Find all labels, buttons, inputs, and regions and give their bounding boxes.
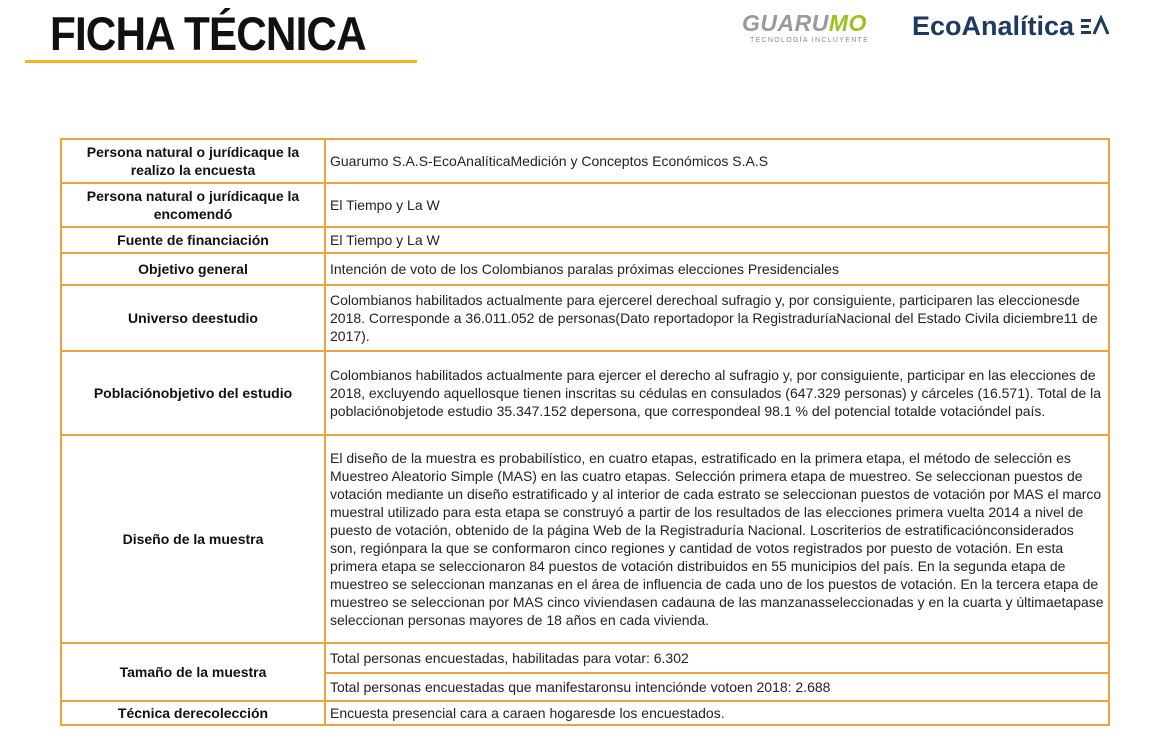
- table-row: [61, 701, 1109, 725]
- row-value: Intención de voto de los Colombianos paralas próximas elecciones Presidenciales: [325, 253, 1109, 285]
- guarumo-logo-word: GUARUMO: [742, 10, 867, 36]
- row-label: Técnica derecolección: [61, 701, 325, 725]
- row-label: Objetivo general: [61, 253, 325, 285]
- ecoanalitica-logo: [912, 8, 1110, 44]
- row-value: Colombianos habilitados actualmente para ejercer el derecho al sufragio y, por consiguiente, participar en las elecciones de 2018, excluyendo aquellosque tienen inscritas su cédulas en consulados (647.329 personas) y cárceles (16.571). Total de la poblaciónobjetode estudio 35.347.152 depersona, que correspondeal 98.1 % del potencial totalde votacióndel país.: [325, 351, 1109, 435]
- row-label: Persona natural o jurídicaque la realizo la encuesta: [61, 139, 325, 183]
- title-underline: [25, 60, 417, 63]
- table-row: [61, 253, 1109, 285]
- ecoanalitica-mark-icon: [1080, 15, 1110, 37]
- row-value: Total personas encuestadas, habilitadas para votar: 6.302: [325, 643, 1109, 673]
- ecoanalitica-logo-word: EcoAnalítica: [912, 10, 1075, 41]
- table-row: [61, 285, 1109, 351]
- table-row: [61, 183, 1109, 227]
- row-label: Persona natural o jurídicaque la encomendó: [61, 183, 325, 227]
- row-value: El Tiempo y La W: [325, 183, 1109, 227]
- table-row: [61, 351, 1109, 435]
- row-label: Universo deestudio: [61, 285, 325, 351]
- page-title: FICHA TÉCNICA: [50, 7, 366, 60]
- row-value: Encuesta presencial cara a caraen hogaresde los encuestados.: [325, 701, 1109, 725]
- row-value: Colombianos habilitados actualmente para ejercerel derechoal sufragio y, por consiguiente, participaren las eleccionesde 2018. Corresponde a 36.011.052 de personas(Dato reportadopor la RegistraduríaNacional del Estado Civila diciembre11 de 2017).: [325, 285, 1109, 351]
- guarumo-logo: [742, 10, 890, 46]
- row-value: El Tiempo y La W: [325, 227, 1109, 253]
- technical-sheet-table: [60, 138, 1110, 726]
- table-row: [61, 139, 1109, 183]
- row-value: Total personas encuestadas que manifestaronsu intencióndе votoen 2018: 2.688: [325, 673, 1109, 701]
- row-value: Guarumo S.A.S-EcoAnalíticaMedición y Conceptos Económicos S.A.S: [325, 139, 1109, 183]
- table-row: [61, 435, 1109, 643]
- table-row: [61, 643, 1109, 673]
- row-value: El diseño de la muestra es probabilístico, en cuatro etapas, estratificado en la primera etapa, el método de selección es Muestreo Aleatorio Simple (MAS) en las cuatro etapas. Selección primera etapa de muestreo. Se seleccionan puestos de votación mediante un diseño estratificado y al interior de cada estrato se seleccionan puestos de votación por MAS el marco muestral utilizado para esta etapa se construyó a partir de los resultados de las elecciones primera vuelta 2014 a nivel de puesto de votación, obtenido de la página Web de la Registraduría Nacional. Loscriterios de estratificaciónconsiderados son, regiónpara la que se conformaron cinco regiones y cantidad de votos registrados por puesto de votación. En esta primera etapa se seleccionaron 84 puestos de votación distribuidos en 55 municipios del país. En la segunda etapa de muestreo se seleccionan manzanas en el área de influencia de cada uno de los puestos de votación. En la tercera etapa de muestreo se seleccionan por MAS cinco viviendasen cadauna de las manzanasseleccionadas y en la cuarta y últimaetapase seleccionan personas mayores de 18 años en cada vivienda.: [325, 435, 1109, 643]
- row-label: Poblaciónobjetivo del estudio: [61, 351, 325, 435]
- guarumo-logo-tagline: TECNOLOGÍA INCLUYENTE: [750, 37, 870, 44]
- table-row: [61, 227, 1109, 253]
- row-label: Tamaño de la muestra: [61, 643, 325, 701]
- row-label: Fuente de financiación: [61, 227, 325, 253]
- row-label: Diseño de la muestra: [61, 435, 325, 643]
